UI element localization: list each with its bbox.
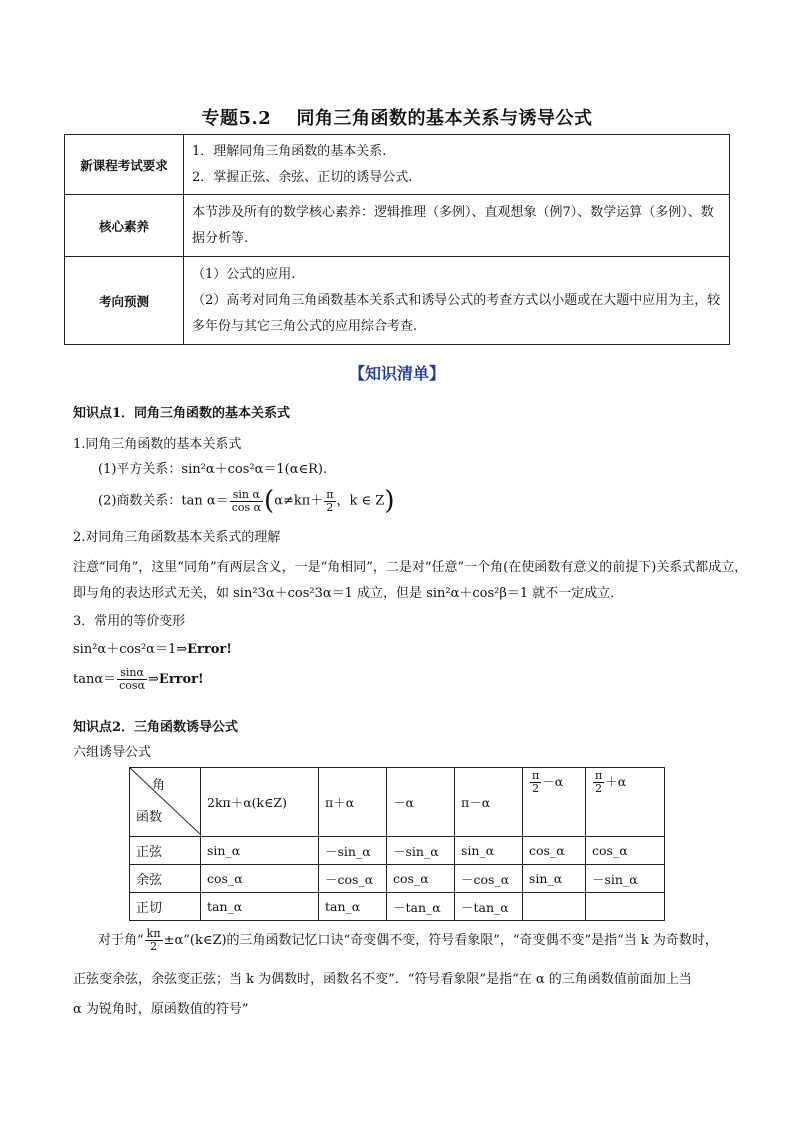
column-header (586, 768, 665, 837)
quot-cond-num: π (326, 487, 334, 501)
table-row (65, 195, 730, 257)
kp1-item2: 2.对同角三角函数基本关系式的理解 (73, 530, 281, 545)
kp2-heading: 知识点2．三角函数诱导公式 (73, 720, 239, 735)
equiv1-formula: sin²α＋cos²α＝1⇒ (73, 642, 188, 657)
table-cell: sin_α (201, 837, 319, 865)
square-formula: sin²α＋cos²α＝1(α∈R). (181, 462, 328, 477)
requirement-label: 核心素养 (65, 195, 184, 257)
mnemonic-line: 正弦变余弦，余弦变正弦；当 k 为偶数时，函数名不变”．“符号看象限”是指“在 α 的三角函数值前面加上当 (73, 972, 692, 987)
equiv2-rhs: ⇒ (148, 672, 159, 687)
mnemonic-a: 对于角“ (98, 933, 144, 948)
row-label: 正弦 (130, 837, 201, 865)
table-cell (523, 893, 586, 921)
table-cell: －sin_α (586, 865, 665, 893)
requirement-label: 考向预测 (65, 257, 184, 345)
corner-cell (130, 768, 201, 837)
equiv2-den: cosα (119, 679, 145, 692)
quot-num: sin α (230, 489, 263, 502)
induction-table (129, 767, 665, 921)
equiv2-error: Error! (158, 672, 204, 687)
quotient-relation (98, 484, 395, 518)
header-suffix: －α (542, 774, 564, 789)
quot-fraction (230, 489, 263, 514)
requirement-line: 2．掌握正弦、余弦、正切的诱导公式. (192, 169, 413, 185)
table-cell: －cos_α (319, 865, 387, 893)
table-row (130, 768, 665, 837)
table-cell: sin_α (523, 865, 586, 893)
square-relation (98, 458, 327, 477)
mnemonic-den: 2 (150, 940, 158, 953)
mnemonic-fraction (145, 928, 163, 953)
requirement-label: 新课程考试要求 (65, 135, 184, 195)
left-paren: ( (264, 486, 275, 516)
note-line: 即与角的表达形式无关，如 sin²3α＋cos²3α＝1 成立，但是 sin²α＋cos²β＝1 就不一定成立． (73, 586, 624, 601)
row-label: 余弦 (130, 865, 201, 893)
table-row (65, 257, 730, 345)
requirement-line: 1．理解同角三角函数的基本关系. (192, 143, 387, 159)
table-cell: －sin_α (387, 837, 455, 865)
equiv-1 (73, 638, 232, 657)
header-fraction (530, 770, 541, 795)
quot-cond-a: α≠kπ＋ (274, 493, 324, 509)
requirement-line: （1）公式的应用. (192, 266, 296, 282)
quot-lhs: tan α＝ (181, 493, 229, 509)
table-cell: cos_α (201, 865, 319, 893)
table-row (130, 865, 665, 893)
equiv2-lhs: tanα＝ (73, 672, 117, 687)
table-row (130, 893, 665, 921)
quot-label: (2)商数关系： (98, 493, 182, 509)
table-row (130, 837, 665, 865)
kp1-item1: 1.同角三角函数的基本关系式 (73, 437, 242, 452)
header-suffix: ＋α (605, 774, 627, 789)
equiv2-fraction (117, 667, 147, 692)
mnemonic-line (98, 924, 718, 958)
frac-num: π (532, 769, 540, 782)
requirement-content (184, 195, 730, 257)
table-cell: －tan_α (455, 893, 523, 921)
equiv-2 (73, 664, 204, 696)
quot-cond-den: 2 (326, 500, 334, 514)
requirement-line: （2）高考对同角三角函数基本关系式和诱导公式的考查方式以小题或在大题中应用为主，较多年份与其它三角公式的应用综合考查. (192, 292, 721, 334)
requirement-content (184, 257, 730, 345)
quot-den: cos α (231, 500, 262, 514)
frac-den: 2 (532, 782, 540, 795)
square-label: (1)平方关系： (98, 462, 182, 477)
column-header: 2kπ＋α(k∈Z) (201, 768, 319, 837)
table-cell: －tan_α (387, 893, 455, 921)
requirement-content (184, 135, 730, 195)
table-cell: －sin_α (319, 837, 387, 865)
table-cell: sin_α (455, 837, 523, 865)
table-cell: cos_α (586, 837, 665, 865)
mnemonic-line: α 为锐角时，原函数值的符号” (73, 1002, 249, 1017)
quot-cond-b: ，k ∈ Z (336, 493, 385, 509)
corner-top: 角 (152, 778, 166, 793)
section-title: 【知识清单】 (348, 364, 445, 383)
header-fraction (593, 770, 604, 795)
kp1-item3: 3．常用的等价变形 (73, 614, 186, 629)
frac-den: 2 (595, 782, 603, 795)
frac-num: π (595, 769, 603, 782)
column-header (523, 768, 586, 837)
table-row (65, 135, 730, 195)
kp2-sub: 六组诱导公式 (73, 745, 152, 760)
mnemonic-b: ±α”(k∈Z)的三角函数记忆口诀“奇变偶不变，符号看象限”，“奇变偶不变”是指“当 k 为奇数时， (163, 933, 718, 948)
table-cell: cos_α (523, 837, 586, 865)
row-label: 正切 (130, 893, 201, 921)
mnemonic-num: kπ (146, 927, 161, 940)
requirements-table (64, 134, 730, 345)
note-line: 注意“同角”，这里“同角”有两层含义，一是“角相同”，二是对“任意”一个角(在使函数有意义的前提下)关系式都成立， (73, 560, 748, 575)
right-paren: ) (384, 486, 395, 516)
quot-cond-fraction (324, 489, 335, 514)
requirement-line: 本节涉及所有的数学核心素养：逻辑推理（多例）、直观想象（例7）、数学运算（多例）、数据分析等. (192, 204, 714, 246)
corner-bottom: 函数 (136, 810, 163, 825)
column-header: －α (387, 768, 455, 837)
table-cell: tan_α (319, 893, 387, 921)
table-cell: cos_α (387, 865, 455, 893)
table-cell: tan_α (201, 893, 319, 921)
equiv2-num: sinα (117, 667, 147, 680)
kp1-heading: 知识点1．同角三角函数的基本关系式 (73, 406, 291, 421)
column-header: π－α (455, 768, 523, 837)
table-cell (586, 893, 665, 921)
column-header: π＋α (319, 768, 387, 837)
table-cell: －cos_α (455, 865, 523, 893)
equiv1-error: Error! (187, 642, 232, 657)
page-title: 专题5.2 同角三角函数的基本关系与诱导公式 (201, 108, 593, 129)
